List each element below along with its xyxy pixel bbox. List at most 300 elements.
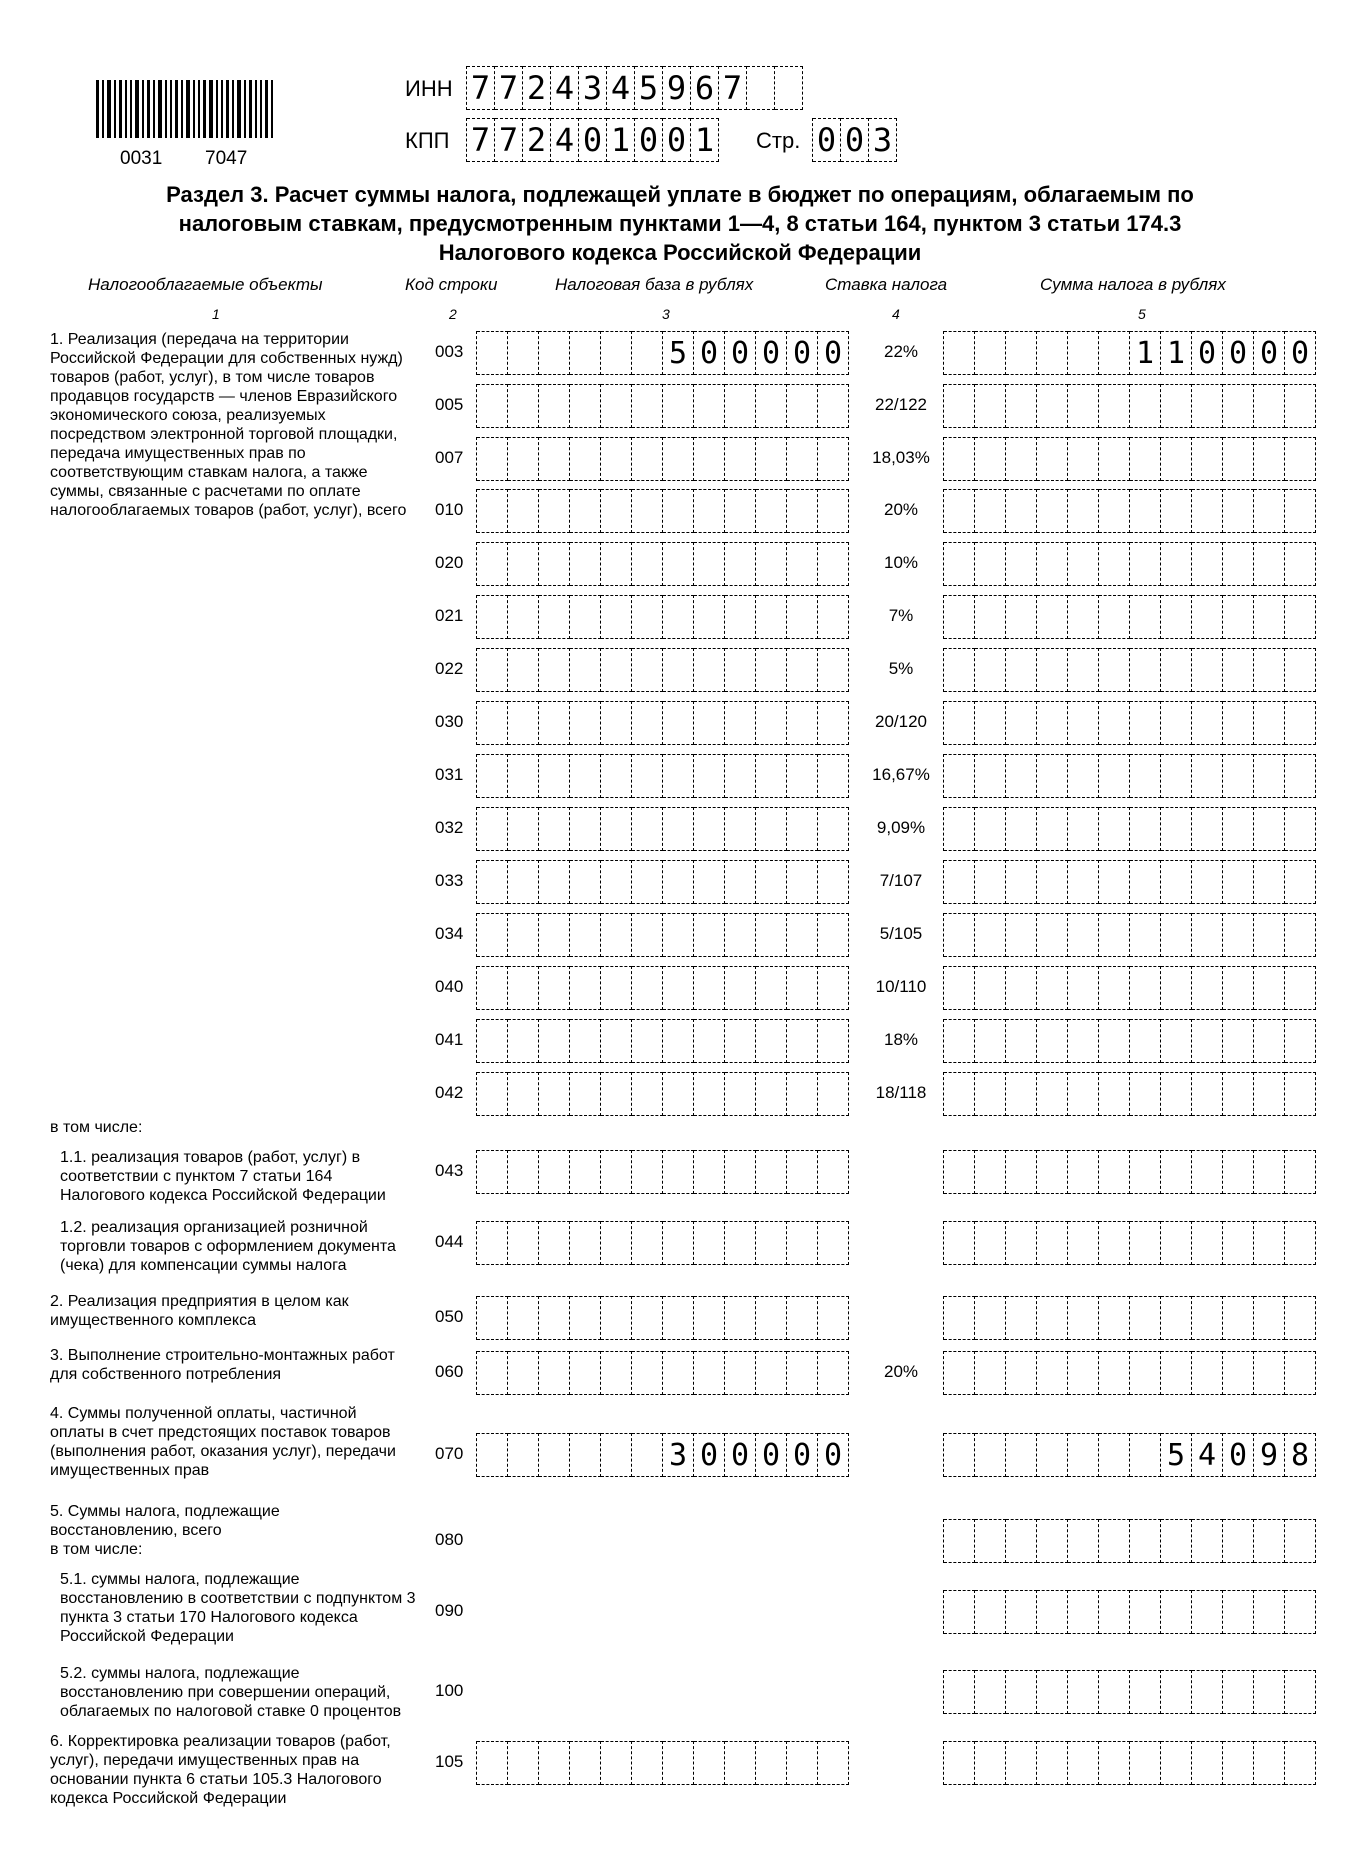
page-digit-cell[interactable]: 0	[841, 118, 869, 162]
tax-amount-field-080-cell[interactable]	[975, 1519, 1006, 1563]
tax-base-field-032-cell[interactable]	[539, 807, 570, 851]
tax-base-field-041-cell[interactable]	[601, 1019, 632, 1063]
tax-base-field-043-cell[interactable]	[508, 1150, 539, 1194]
inn-digit-cell[interactable]: 5	[635, 66, 663, 110]
tax-base-field-003-cell[interactable]	[477, 331, 508, 375]
tax-amount-field-040-cell[interactable]	[975, 966, 1006, 1010]
tax-amount-field-044-cell[interactable]	[1192, 1221, 1223, 1265]
tax-amount-field-050-cell[interactable]	[1099, 1296, 1130, 1340]
tax-amount-field-043[interactable]	[943, 1150, 1316, 1194]
tax-amount-field-080[interactable]	[943, 1519, 1316, 1563]
tax-base-field-050-cell[interactable]	[756, 1296, 787, 1340]
tax-amount-field-060-cell[interactable]	[975, 1351, 1006, 1395]
tax-base-field-005-cell[interactable]	[508, 384, 539, 428]
tax-amount-field-020-cell[interactable]	[1130, 542, 1161, 586]
tax-amount-field-022-cell[interactable]	[1099, 648, 1130, 692]
tax-amount-field-031-cell[interactable]	[1161, 754, 1192, 798]
tax-amount-field-070-cell[interactable]	[1068, 1433, 1099, 1477]
tax-base-field-003-cell[interactable]	[632, 331, 663, 375]
tax-amount-field-031-cell[interactable]	[1254, 754, 1285, 798]
tax-base-field-007-cell[interactable]	[508, 437, 539, 481]
tax-amount-field-021-cell[interactable]	[1130, 595, 1161, 639]
tax-amount-field-070-cell[interactable]	[944, 1433, 975, 1477]
tax-amount-field-043-cell[interactable]	[1130, 1150, 1161, 1194]
kpp-digit-cell[interactable]: 0	[579, 118, 607, 162]
tax-base-field-031-cell[interactable]	[632, 754, 663, 798]
tax-base-field-043-cell[interactable]	[694, 1150, 725, 1194]
tax-base-field-050-cell[interactable]	[663, 1296, 694, 1340]
tax-base-field-033-cell[interactable]	[725, 860, 756, 904]
tax-amount-field-060-cell[interactable]	[1099, 1351, 1130, 1395]
tax-amount-field-021-cell[interactable]	[1192, 595, 1223, 639]
tax-base-field-070[interactable]	[476, 1433, 849, 1477]
tax-base-field-031-cell[interactable]	[477, 754, 508, 798]
tax-amount-field-005-cell[interactable]	[1099, 384, 1130, 428]
tax-base-field-050-cell[interactable]	[787, 1296, 818, 1340]
tax-amount-field-100-cell[interactable]	[1037, 1670, 1068, 1714]
tax-amount-field-041-cell[interactable]	[1285, 1019, 1316, 1063]
tax-base-field-030-cell[interactable]	[539, 701, 570, 745]
tax-base-field-020-cell[interactable]	[570, 542, 601, 586]
tax-amount-field-021-cell[interactable]	[1037, 595, 1068, 639]
tax-base-field-021-cell[interactable]	[508, 595, 539, 639]
tax-base-field-070-cell[interactable]	[570, 1433, 601, 1477]
tax-amount-field-020-cell[interactable]	[1161, 542, 1192, 586]
tax-amount-field-042-cell[interactable]	[1130, 1072, 1161, 1116]
tax-amount-field-003-cell[interactable]: 0	[1254, 331, 1285, 375]
tax-amount-field-100-cell[interactable]	[1006, 1670, 1037, 1714]
tax-amount-field-010-cell[interactable]	[975, 489, 1006, 533]
tax-base-field-044-cell[interactable]	[725, 1221, 756, 1265]
tax-amount-field-021[interactable]	[943, 595, 1316, 639]
tax-base-field-031-cell[interactable]	[663, 754, 694, 798]
tax-amount-field-040-cell[interactable]	[1006, 966, 1037, 1010]
tax-amount-field-070-cell[interactable]	[1130, 1433, 1161, 1477]
tax-base-field-010-cell[interactable]	[477, 489, 508, 533]
tax-base-field-022-cell[interactable]	[694, 648, 725, 692]
tax-base-field-043-cell[interactable]	[663, 1150, 694, 1194]
tax-base-field-060-cell[interactable]	[570, 1351, 601, 1395]
tax-base-field-010-cell[interactable]	[694, 489, 725, 533]
tax-amount-field-050-cell[interactable]	[1161, 1296, 1192, 1340]
tax-amount-field-005-cell[interactable]	[1161, 384, 1192, 428]
tax-amount-field-060-cell[interactable]	[1254, 1351, 1285, 1395]
tax-base-field-033[interactable]	[476, 860, 849, 904]
tax-base-field-042-cell[interactable]	[818, 1072, 849, 1116]
tax-base-field-032-cell[interactable]	[725, 807, 756, 851]
tax-amount-field-005-cell[interactable]	[975, 384, 1006, 428]
tax-amount-field-005-cell[interactable]	[1285, 384, 1316, 428]
tax-base-field-050-cell[interactable]	[818, 1296, 849, 1340]
tax-base-field-043-cell[interactable]	[818, 1150, 849, 1194]
tax-base-field-040-cell[interactable]	[787, 966, 818, 1010]
tax-base-field-043-cell[interactable]	[539, 1150, 570, 1194]
tax-amount-field-034-cell[interactable]	[1130, 913, 1161, 957]
tax-amount-field-010-cell[interactable]	[1068, 489, 1099, 533]
tax-amount-field-020-cell[interactable]	[1037, 542, 1068, 586]
tax-base-field-070-cell[interactable]	[601, 1433, 632, 1477]
tax-amount-field-043-cell[interactable]	[1068, 1150, 1099, 1194]
tax-amount-field-080-cell[interactable]	[1254, 1519, 1285, 1563]
tax-amount-field-003-cell[interactable]	[1006, 331, 1037, 375]
tax-amount-field-007-cell[interactable]	[1068, 437, 1099, 481]
tax-amount-field-044-cell[interactable]	[1099, 1221, 1130, 1265]
tax-base-field-044-cell[interactable]	[756, 1221, 787, 1265]
tax-amount-field-003-cell[interactable]	[1099, 331, 1130, 375]
tax-base-field-070-cell[interactable]: 0	[787, 1433, 818, 1477]
tax-amount-field-041-cell[interactable]	[1037, 1019, 1068, 1063]
tax-amount-field-040-cell[interactable]	[1068, 966, 1099, 1010]
tax-base-field-044-cell[interactable]	[508, 1221, 539, 1265]
tax-amount-field-022-cell[interactable]	[1068, 648, 1099, 692]
tax-base-field-043-cell[interactable]	[632, 1150, 663, 1194]
tax-amount-field-005[interactable]	[943, 384, 1316, 428]
kpp-digit-cell[interactable]: 0	[635, 118, 663, 162]
tax-amount-field-022-cell[interactable]	[1192, 648, 1223, 692]
tax-base-field-043-cell[interactable]	[477, 1150, 508, 1194]
tax-amount-field-105[interactable]	[943, 1741, 1316, 1785]
tax-base-field-041-cell[interactable]	[477, 1019, 508, 1063]
tax-base-field-003-cell[interactable]: 0	[818, 331, 849, 375]
tax-base-field-020-cell[interactable]	[477, 542, 508, 586]
tax-amount-field-033-cell[interactable]	[944, 860, 975, 904]
tax-base-field-020-cell[interactable]	[508, 542, 539, 586]
tax-amount-field-040-cell[interactable]	[1130, 966, 1161, 1010]
tax-amount-field-031-cell[interactable]	[1223, 754, 1254, 798]
tax-base-field-034-cell[interactable]	[477, 913, 508, 957]
tax-amount-field-043-cell[interactable]	[975, 1150, 1006, 1194]
tax-amount-field-044-cell[interactable]	[1285, 1221, 1316, 1265]
tax-amount-field-030-cell[interactable]	[975, 701, 1006, 745]
tax-amount-field-034-cell[interactable]	[1161, 913, 1192, 957]
tax-amount-field-044-cell[interactable]	[944, 1221, 975, 1265]
kpp-field[interactable]	[466, 118, 719, 162]
tax-amount-field-080-cell[interactable]	[1192, 1519, 1223, 1563]
tax-amount-field-020-cell[interactable]	[1285, 542, 1316, 586]
tax-amount-field-020-cell[interactable]	[1192, 542, 1223, 586]
tax-base-field-030-cell[interactable]	[508, 701, 539, 745]
inn-digit-cell[interactable]: 6	[691, 66, 719, 110]
tax-amount-field-090-cell[interactable]	[944, 1590, 975, 1634]
tax-base-field-010-cell[interactable]	[818, 489, 849, 533]
tax-base-field-041-cell[interactable]	[787, 1019, 818, 1063]
tax-amount-field-030-cell[interactable]	[1285, 701, 1316, 745]
tax-amount-field-033-cell[interactable]	[1285, 860, 1316, 904]
tax-amount-field-033-cell[interactable]	[1006, 860, 1037, 904]
tax-amount-field-031-cell[interactable]	[1068, 754, 1099, 798]
tax-base-field-005-cell[interactable]	[570, 384, 601, 428]
tax-amount-field-060-cell[interactable]	[1130, 1351, 1161, 1395]
kpp-digit-cell[interactable]: 1	[607, 118, 635, 162]
tax-base-field-010-cell[interactable]	[601, 489, 632, 533]
tax-base-field-033-cell[interactable]	[477, 860, 508, 904]
tax-base-field-007-cell[interactable]	[601, 437, 632, 481]
tax-amount-field-030-cell[interactable]	[1254, 701, 1285, 745]
tax-base-field-040[interactable]	[476, 966, 849, 1010]
tax-base-field-040-cell[interactable]	[694, 966, 725, 1010]
tax-base-field-070-cell[interactable]	[632, 1433, 663, 1477]
tax-base-field-050-cell[interactable]	[539, 1296, 570, 1340]
tax-base-field-021-cell[interactable]	[663, 595, 694, 639]
tax-base-field-050-cell[interactable]	[601, 1296, 632, 1340]
tax-base-field-003-cell[interactable]	[539, 331, 570, 375]
tax-base-field-007-cell[interactable]	[477, 437, 508, 481]
tax-base-field-030-cell[interactable]	[570, 701, 601, 745]
tax-base-field-070-cell[interactable]: 3	[663, 1433, 694, 1477]
tax-base-field-041-cell[interactable]	[663, 1019, 694, 1063]
tax-base-field-034-cell[interactable]	[601, 913, 632, 957]
tax-amount-field-003-cell[interactable]: 1	[1130, 331, 1161, 375]
tax-amount-field-021-cell[interactable]	[1068, 595, 1099, 639]
tax-amount-field-010-cell[interactable]	[1037, 489, 1068, 533]
tax-base-field-003-cell[interactable]	[601, 331, 632, 375]
tax-base-field-105-cell[interactable]	[663, 1741, 694, 1785]
tax-amount-field-060-cell[interactable]	[1192, 1351, 1223, 1395]
tax-amount-field-040-cell[interactable]	[1099, 966, 1130, 1010]
tax-base-field-010-cell[interactable]	[756, 489, 787, 533]
tax-base-field-021-cell[interactable]	[477, 595, 508, 639]
tax-base-field-042[interactable]	[476, 1072, 849, 1116]
tax-base-field-021-cell[interactable]	[756, 595, 787, 639]
tax-base-field-030-cell[interactable]	[818, 701, 849, 745]
tax-base-field-031-cell[interactable]	[818, 754, 849, 798]
tax-amount-field-040-cell[interactable]	[1223, 966, 1254, 1010]
tax-amount-field-034-cell[interactable]	[1037, 913, 1068, 957]
tax-amount-field-003-cell[interactable]	[1068, 331, 1099, 375]
tax-base-field-033-cell[interactable]	[632, 860, 663, 904]
tax-amount-field-043-cell[interactable]	[1254, 1150, 1285, 1194]
tax-amount-field-034-cell[interactable]	[1068, 913, 1099, 957]
tax-base-field-005[interactable]	[476, 384, 849, 428]
tax-amount-field-080-cell[interactable]	[944, 1519, 975, 1563]
tax-amount-field-042[interactable]	[943, 1072, 1316, 1116]
tax-base-field-007-cell[interactable]	[694, 437, 725, 481]
tax-amount-field-044-cell[interactable]	[1130, 1221, 1161, 1265]
tax-base-field-044-cell[interactable]	[601, 1221, 632, 1265]
tax-base-field-007-cell[interactable]	[632, 437, 663, 481]
tax-base-field-020-cell[interactable]	[694, 542, 725, 586]
tax-amount-field-040-cell[interactable]	[1285, 966, 1316, 1010]
tax-amount-field-080-cell[interactable]	[1223, 1519, 1254, 1563]
tax-base-field-042-cell[interactable]	[787, 1072, 818, 1116]
tax-amount-field-090-cell[interactable]	[1161, 1590, 1192, 1634]
tax-amount-field-100-cell[interactable]	[1130, 1670, 1161, 1714]
tax-base-field-044-cell[interactable]	[570, 1221, 601, 1265]
tax-amount-field-080-cell[interactable]	[1099, 1519, 1130, 1563]
tax-amount-field-080-cell[interactable]	[1130, 1519, 1161, 1563]
tax-base-field-007-cell[interactable]	[787, 437, 818, 481]
tax-base-field-070-cell[interactable]	[539, 1433, 570, 1477]
tax-base-field-060-cell[interactable]	[632, 1351, 663, 1395]
tax-amount-field-034-cell[interactable]	[1285, 913, 1316, 957]
tax-base-field-021-cell[interactable]	[539, 595, 570, 639]
tax-base-field-105-cell[interactable]	[787, 1741, 818, 1785]
tax-base-field-021-cell[interactable]	[787, 595, 818, 639]
tax-amount-field-044-cell[interactable]	[1006, 1221, 1037, 1265]
tax-amount-field-030-cell[interactable]	[1099, 701, 1130, 745]
tax-base-field-040-cell[interactable]	[818, 966, 849, 1010]
tax-base-field-022-cell[interactable]	[725, 648, 756, 692]
tax-base-field-003-cell[interactable]: 0	[787, 331, 818, 375]
tax-amount-field-090-cell[interactable]	[1285, 1590, 1316, 1634]
tax-base-field-040-cell[interactable]	[477, 966, 508, 1010]
tax-base-field-042-cell[interactable]	[570, 1072, 601, 1116]
tax-base-field-032-cell[interactable]	[694, 807, 725, 851]
tax-amount-field-031[interactable]	[943, 754, 1316, 798]
tax-amount-field-100-cell[interactable]	[1285, 1670, 1316, 1714]
tax-base-field-034-cell[interactable]	[570, 913, 601, 957]
tax-amount-field-030-cell[interactable]	[1161, 701, 1192, 745]
tax-amount-field-050-cell[interactable]	[944, 1296, 975, 1340]
tax-amount-field-070-cell[interactable]	[975, 1433, 1006, 1477]
tax-amount-field-007-cell[interactable]	[1099, 437, 1130, 481]
tax-amount-field-060-cell[interactable]	[1037, 1351, 1068, 1395]
tax-amount-field-033-cell[interactable]	[975, 860, 1006, 904]
tax-amount-field-042-cell[interactable]	[1285, 1072, 1316, 1116]
tax-amount-field-041-cell[interactable]	[944, 1019, 975, 1063]
tax-amount-field-042-cell[interactable]	[1192, 1072, 1223, 1116]
tax-base-field-041-cell[interactable]	[570, 1019, 601, 1063]
tax-amount-field-031-cell[interactable]	[1130, 754, 1161, 798]
tax-base-field-020-cell[interactable]	[787, 542, 818, 586]
tax-base-field-105-cell[interactable]	[477, 1741, 508, 1785]
tax-amount-field-031-cell[interactable]	[975, 754, 1006, 798]
tax-base-field-070-cell[interactable]: 0	[694, 1433, 725, 1477]
tax-base-field-020-cell[interactable]	[725, 542, 756, 586]
tax-base-field-032[interactable]	[476, 807, 849, 851]
tax-base-field-022-cell[interactable]	[570, 648, 601, 692]
tax-base-field-033-cell[interactable]	[601, 860, 632, 904]
tax-base-field-050-cell[interactable]	[632, 1296, 663, 1340]
tax-base-field-005-cell[interactable]	[477, 384, 508, 428]
tax-base-field-003-cell[interactable]	[508, 331, 539, 375]
tax-amount-field-034-cell[interactable]	[975, 913, 1006, 957]
tax-amount-field-041-cell[interactable]	[975, 1019, 1006, 1063]
tax-amount-field-007-cell[interactable]	[1254, 437, 1285, 481]
tax-base-field-031-cell[interactable]	[601, 754, 632, 798]
tax-amount-field-100-cell[interactable]	[1161, 1670, 1192, 1714]
tax-base-field-041-cell[interactable]	[508, 1019, 539, 1063]
tax-amount-field-090-cell[interactable]	[1037, 1590, 1068, 1634]
inn-digit-cell[interactable]: 7	[719, 66, 747, 110]
tax-amount-field-032-cell[interactable]	[1192, 807, 1223, 851]
tax-amount-field-060[interactable]	[943, 1351, 1316, 1395]
tax-base-field-005-cell[interactable]	[694, 384, 725, 428]
tax-amount-field-021-cell[interactable]	[975, 595, 1006, 639]
tax-amount-field-021-cell[interactable]	[944, 595, 975, 639]
tax-amount-field-042-cell[interactable]	[1161, 1072, 1192, 1116]
tax-amount-field-044-cell[interactable]	[975, 1221, 1006, 1265]
tax-base-field-030-cell[interactable]	[632, 701, 663, 745]
tax-base-field-007-cell[interactable]	[818, 437, 849, 481]
tax-base-field-034-cell[interactable]	[632, 913, 663, 957]
kpp-digit-cell[interactable]: 2	[523, 118, 551, 162]
tax-base-field-040-cell[interactable]	[539, 966, 570, 1010]
tax-amount-field-090[interactable]	[943, 1590, 1316, 1634]
tax-amount-field-031-cell[interactable]	[1099, 754, 1130, 798]
tax-base-field-007-cell[interactable]	[570, 437, 601, 481]
tax-base-field-043-cell[interactable]	[601, 1150, 632, 1194]
tax-amount-field-042-cell[interactable]	[1099, 1072, 1130, 1116]
tax-amount-field-007-cell[interactable]	[975, 437, 1006, 481]
tax-base-field-007[interactable]	[476, 437, 849, 481]
tax-base-field-031-cell[interactable]	[570, 754, 601, 798]
tax-amount-field-030-cell[interactable]	[1068, 701, 1099, 745]
tax-amount-field-050-cell[interactable]	[1192, 1296, 1223, 1340]
tax-base-field-034-cell[interactable]	[539, 913, 570, 957]
tax-amount-field-033[interactable]	[943, 860, 1316, 904]
tax-amount-field-010-cell[interactable]	[1254, 489, 1285, 533]
inn-digit-cell[interactable]: 9	[663, 66, 691, 110]
tax-amount-field-041-cell[interactable]	[1099, 1019, 1130, 1063]
tax-base-field-044-cell[interactable]	[632, 1221, 663, 1265]
tax-base-field-021[interactable]	[476, 595, 849, 639]
tax-amount-field-010-cell[interactable]	[1161, 489, 1192, 533]
tax-amount-field-041-cell[interactable]	[1006, 1019, 1037, 1063]
tax-amount-field-010-cell[interactable]	[1130, 489, 1161, 533]
tax-amount-field-020-cell[interactable]	[944, 542, 975, 586]
tax-base-field-034-cell[interactable]	[694, 913, 725, 957]
tax-base-field-105-cell[interactable]	[725, 1741, 756, 1785]
tax-amount-field-010[interactable]	[943, 489, 1316, 533]
tax-amount-field-030-cell[interactable]	[1223, 701, 1254, 745]
tax-base-field-022-cell[interactable]	[601, 648, 632, 692]
tax-base-field-033-cell[interactable]	[570, 860, 601, 904]
tax-amount-field-032-cell[interactable]	[1285, 807, 1316, 851]
tax-base-field-041-cell[interactable]	[725, 1019, 756, 1063]
tax-base-field-041-cell[interactable]	[539, 1019, 570, 1063]
tax-amount-field-003-cell[interactable]: 1	[1161, 331, 1192, 375]
tax-base-field-050-cell[interactable]	[477, 1296, 508, 1340]
tax-amount-field-005-cell[interactable]	[1130, 384, 1161, 428]
tax-base-field-060-cell[interactable]	[787, 1351, 818, 1395]
tax-amount-field-005-cell[interactable]	[1068, 384, 1099, 428]
tax-amount-field-005-cell[interactable]	[1192, 384, 1223, 428]
tax-base-field-042-cell[interactable]	[725, 1072, 756, 1116]
tax-base-field-033-cell[interactable]	[694, 860, 725, 904]
tax-amount-field-044-cell[interactable]	[1161, 1221, 1192, 1265]
tax-base-field-031-cell[interactable]	[694, 754, 725, 798]
tax-amount-field-043-cell[interactable]	[1161, 1150, 1192, 1194]
tax-base-field-060[interactable]	[476, 1351, 849, 1395]
tax-base-field-042-cell[interactable]	[663, 1072, 694, 1116]
tax-amount-field-050-cell[interactable]	[1130, 1296, 1161, 1340]
tax-amount-field-020-cell[interactable]	[1006, 542, 1037, 586]
tax-base-field-021-cell[interactable]	[818, 595, 849, 639]
tax-base-field-044-cell[interactable]	[477, 1221, 508, 1265]
tax-amount-field-034-cell[interactable]	[1192, 913, 1223, 957]
tax-amount-field-020-cell[interactable]	[1068, 542, 1099, 586]
tax-amount-field-033-cell[interactable]	[1099, 860, 1130, 904]
tax-base-field-042-cell[interactable]	[756, 1072, 787, 1116]
tax-base-field-105-cell[interactable]	[570, 1741, 601, 1785]
tax-amount-field-022-cell[interactable]	[1285, 648, 1316, 692]
tax-base-field-030-cell[interactable]	[601, 701, 632, 745]
tax-base-field-040-cell[interactable]	[508, 966, 539, 1010]
tax-amount-field-090-cell[interactable]	[1068, 1590, 1099, 1634]
tax-amount-field-080-cell[interactable]	[1006, 1519, 1037, 1563]
tax-amount-field-043-cell[interactable]	[1006, 1150, 1037, 1194]
tax-base-field-041[interactable]	[476, 1019, 849, 1063]
tax-base-field-005-cell[interactable]	[787, 384, 818, 428]
inn-digit-cell[interactable]: 4	[551, 66, 579, 110]
tax-base-field-022-cell[interactable]	[818, 648, 849, 692]
tax-base-field-031-cell[interactable]	[787, 754, 818, 798]
tax-amount-field-070-cell[interactable]	[1037, 1433, 1068, 1477]
tax-base-field-042-cell[interactable]	[539, 1072, 570, 1116]
tax-amount-field-005-cell[interactable]	[944, 384, 975, 428]
tax-amount-field-040-cell[interactable]	[1254, 966, 1285, 1010]
